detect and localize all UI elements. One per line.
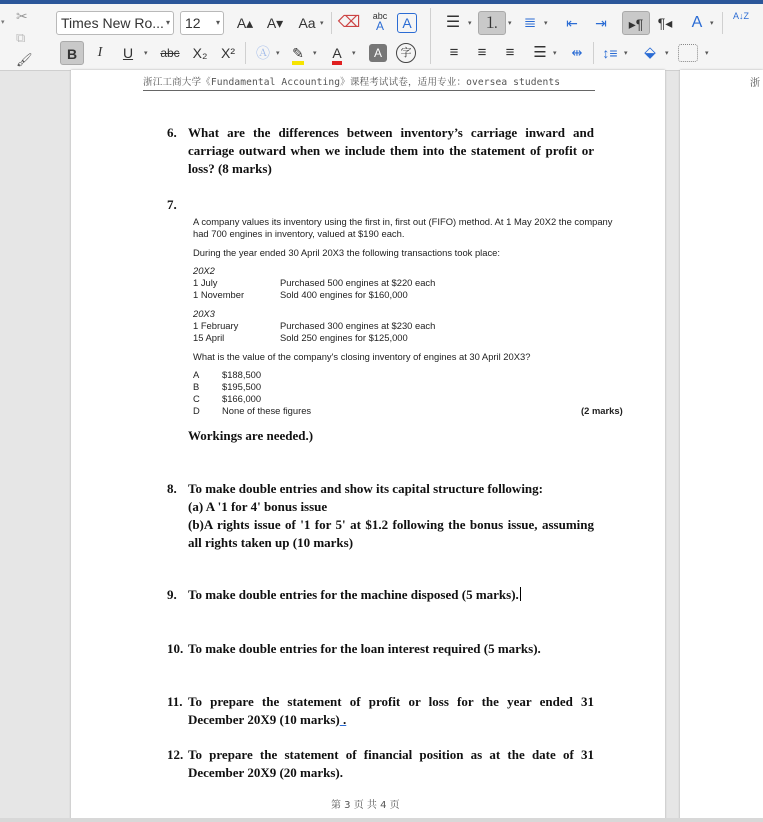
copy-icon[interactable]: ⧉: [16, 30, 26, 45]
highlight-color-button[interactable]: [286, 41, 310, 65]
phonetic-guide-button[interactable]: abc A: [372, 11, 388, 33]
q7-during: During the year ended 30 April 20X3 the following transactions took place:: [193, 247, 500, 258]
justify-button[interactable]: ☰: [533, 44, 547, 61]
question-number: 7.: [167, 197, 177, 212]
line-spacing-button[interactable]: ↕≡: [602, 45, 618, 61]
text-cursor: [520, 587, 521, 601]
italic-button[interactable]: I: [97, 45, 103, 60]
align-right-button[interactable]: ≡: [505, 44, 515, 61]
q7-t1-date: 1 July: [193, 277, 218, 288]
change-case-button[interactable]: Aa: [298, 15, 316, 31]
q8-line3: (b)A rights issue of '1 for 5' at $1.2 following the bonus issue, assuming all rights taken up (10 marks): [188, 517, 594, 550]
multilevel-list-button[interactable]: ≣: [523, 14, 537, 31]
q9-text: To make double entries for the machine disposed (5 marks).: [188, 587, 519, 602]
q7-option-letter-d: D: [193, 405, 200, 416]
shrink-font-button[interactable]: A▾: [266, 15, 284, 31]
bold-button[interactable]: B: [60, 41, 84, 65]
bullets-button[interactable]: ☰: [445, 14, 461, 31]
numbering-caret[interactable]: ▾: [508, 20, 512, 27]
shading-caret[interactable]: ▾: [665, 50, 669, 57]
cut-icon[interactable]: ✂: [16, 8, 28, 24]
font-size-value: 12: [185, 15, 201, 31]
q7-intro: A company values its inventory using the first in, first out (FIFO) method. At 1 May 20X2 the company had 700 engines in inventory, valued at $190 each.: [193, 216, 613, 239]
bullets-caret[interactable]: ▾: [468, 20, 472, 27]
rtl-button[interactable]: ¶◂: [657, 15, 673, 31]
justify-caret[interactable]: ▾: [553, 50, 557, 57]
q8-line1: To make double entries and show its capital structure following:: [188, 481, 543, 496]
question-text: To make double entries for the loan interest required (5 marks).: [188, 641, 541, 656]
q7-t2-desc: Sold 400 engines for $160,000: [280, 289, 408, 300]
font-name-value: Times New Ro...: [61, 15, 164, 31]
change-case-caret[interactable]: ▾: [320, 20, 324, 27]
borders-caret[interactable]: ▾: [705, 50, 709, 57]
underline-button[interactable]: U: [122, 45, 134, 61]
font-color-button[interactable]: [325, 41, 349, 65]
clear-formatting-button[interactable]: ⌫: [337, 14, 361, 31]
multilevel-caret[interactable]: ▾: [544, 20, 548, 27]
superscript-button[interactable]: X²: [221, 45, 235, 61]
question-number: 9.: [167, 587, 177, 602]
sort-button[interactable]: A↓Z: [732, 11, 749, 21]
q7-year1: 20X2: [193, 265, 215, 276]
highlight-caret[interactable]: ▾: [313, 50, 317, 57]
q7-option-text-b: $195,500: [222, 381, 262, 392]
q11-text: To prepare the statement of profit or loss for the year ended 31 December 20X9 (10 marks): [188, 694, 594, 727]
underline-caret[interactable]: ▾: [144, 50, 148, 57]
page-footer: 第 3 页 共 4 页: [331, 800, 400, 811]
font-color-caret[interactable]: ▾: [352, 50, 356, 57]
next-page-header: 浙: [750, 78, 760, 89]
question-number: 10.: [167, 641, 184, 656]
phonetic-guide-label: abc: [372, 11, 388, 21]
q7-year2: 20X3: [193, 308, 215, 319]
document-page[interactable]: [71, 70, 665, 822]
q7-marks: (2 marks): [581, 405, 623, 416]
paste-dropdown-caret[interactable]: ▾: [1, 19, 5, 26]
q11-tail: .: [339, 712, 347, 727]
q7-embedded-image: [193, 216, 623, 240]
question-number: 12.: [167, 747, 184, 762]
q7-option-text-d: None of these figures: [222, 405, 312, 416]
title-accent-bar: [0, 0, 763, 4]
increase-indent-button[interactable]: ⇥: [595, 15, 607, 31]
bottom-scroll-edge: [0, 818, 763, 822]
enclose-characters-button[interactable]: 字: [396, 43, 416, 63]
q7-question: What is the value of the company's closing inventory of engines at 30 April 20X3?: [193, 351, 531, 362]
page-header: 浙江工商大学《Fundamental Accounting》课程考试试卷，适用专业：oversea students: [143, 74, 595, 91]
q7-option-letter-a: A: [193, 369, 200, 380]
question-text: [188, 586, 594, 604]
font-name-dropdown[interactable]: [56, 11, 174, 35]
question-number: 8.: [167, 481, 177, 496]
ltr-button[interactable]: ▸¶: [622, 11, 650, 35]
question-number: 6.: [167, 125, 177, 140]
q7-workings-text: Workings are needed.): [188, 428, 314, 443]
chevron-down-icon: ▾: [165, 18, 170, 27]
q7-t3-date: 1 February: [193, 320, 239, 331]
decrease-indent-button[interactable]: ⇤: [566, 15, 578, 31]
subscript-button[interactable]: X₂: [192, 45, 208, 61]
q7-t4-date: 15 April: [193, 332, 225, 343]
effects-caret[interactable]: ▾: [276, 50, 280, 57]
font-color-glyph: A: [332, 45, 341, 65]
question-number: 11.: [167, 694, 183, 709]
numbering-button[interactable]: ⒈: [478, 11, 506, 35]
character-border-button[interactable]: A: [397, 13, 417, 33]
character-shading-button[interactable]: A: [369, 44, 387, 62]
question-text: [188, 693, 594, 729]
line-spacing-caret[interactable]: ▾: [624, 50, 628, 57]
align-left-button[interactable]: ≡: [449, 44, 459, 61]
ribbon-toolbar: [0, 0, 763, 71]
q7-option-text-c: $166,000: [222, 393, 262, 404]
question-text: To prepare the statement of financial position as at the date of 31 December 20X9 (20 marks).: [188, 747, 594, 780]
q8-line2: (a) A '1 for 4' bonus issue: [188, 499, 328, 514]
q7-option-text-a: $188,500: [222, 369, 262, 380]
text-effects-caret[interactable]: ▾: [710, 20, 714, 27]
text-effects-outline-button[interactable]: Ⓐ: [256, 45, 270, 61]
question-text: [188, 480, 594, 552]
question-text: What are the differences between inventory’s carriage inward and carriage outward when we include them into the statement of profit or loss? (8 marks): [188, 125, 594, 176]
align-center-button[interactable]: ≡: [477, 44, 487, 61]
q7-t2-date: 1 November: [193, 289, 245, 300]
q7-t3-desc: Purchased 300 engines at $230 each: [280, 320, 436, 331]
q7-t4-desc: Sold 250 engines for $125,000: [280, 332, 408, 343]
borders-button[interactable]: [678, 44, 698, 62]
font-size-dropdown[interactable]: [180, 11, 224, 35]
pilcrow-glyph: ¶: [635, 16, 644, 32]
q7-option-letter-b: B: [193, 381, 200, 392]
chevron-down-icon: ▾: [215, 18, 220, 27]
q7-option-letter-c: C: [193, 393, 200, 404]
q7-t1-desc: Purchased 500 engines at $220 each: [280, 277, 436, 288]
highlighter-icon: ✎: [292, 45, 304, 65]
shading-button[interactable]: ⬙: [644, 44, 656, 61]
format-painter-icon[interactable]: 🖌: [16, 52, 33, 67]
text-effects-button[interactable]: A: [691, 14, 703, 31]
distributed-button[interactable]: ⇹: [571, 45, 583, 60]
next-page-preview[interactable]: [680, 70, 763, 822]
strikethrough-button[interactable]: abc: [160, 46, 180, 60]
grow-font-button[interactable]: A▴: [236, 15, 254, 31]
